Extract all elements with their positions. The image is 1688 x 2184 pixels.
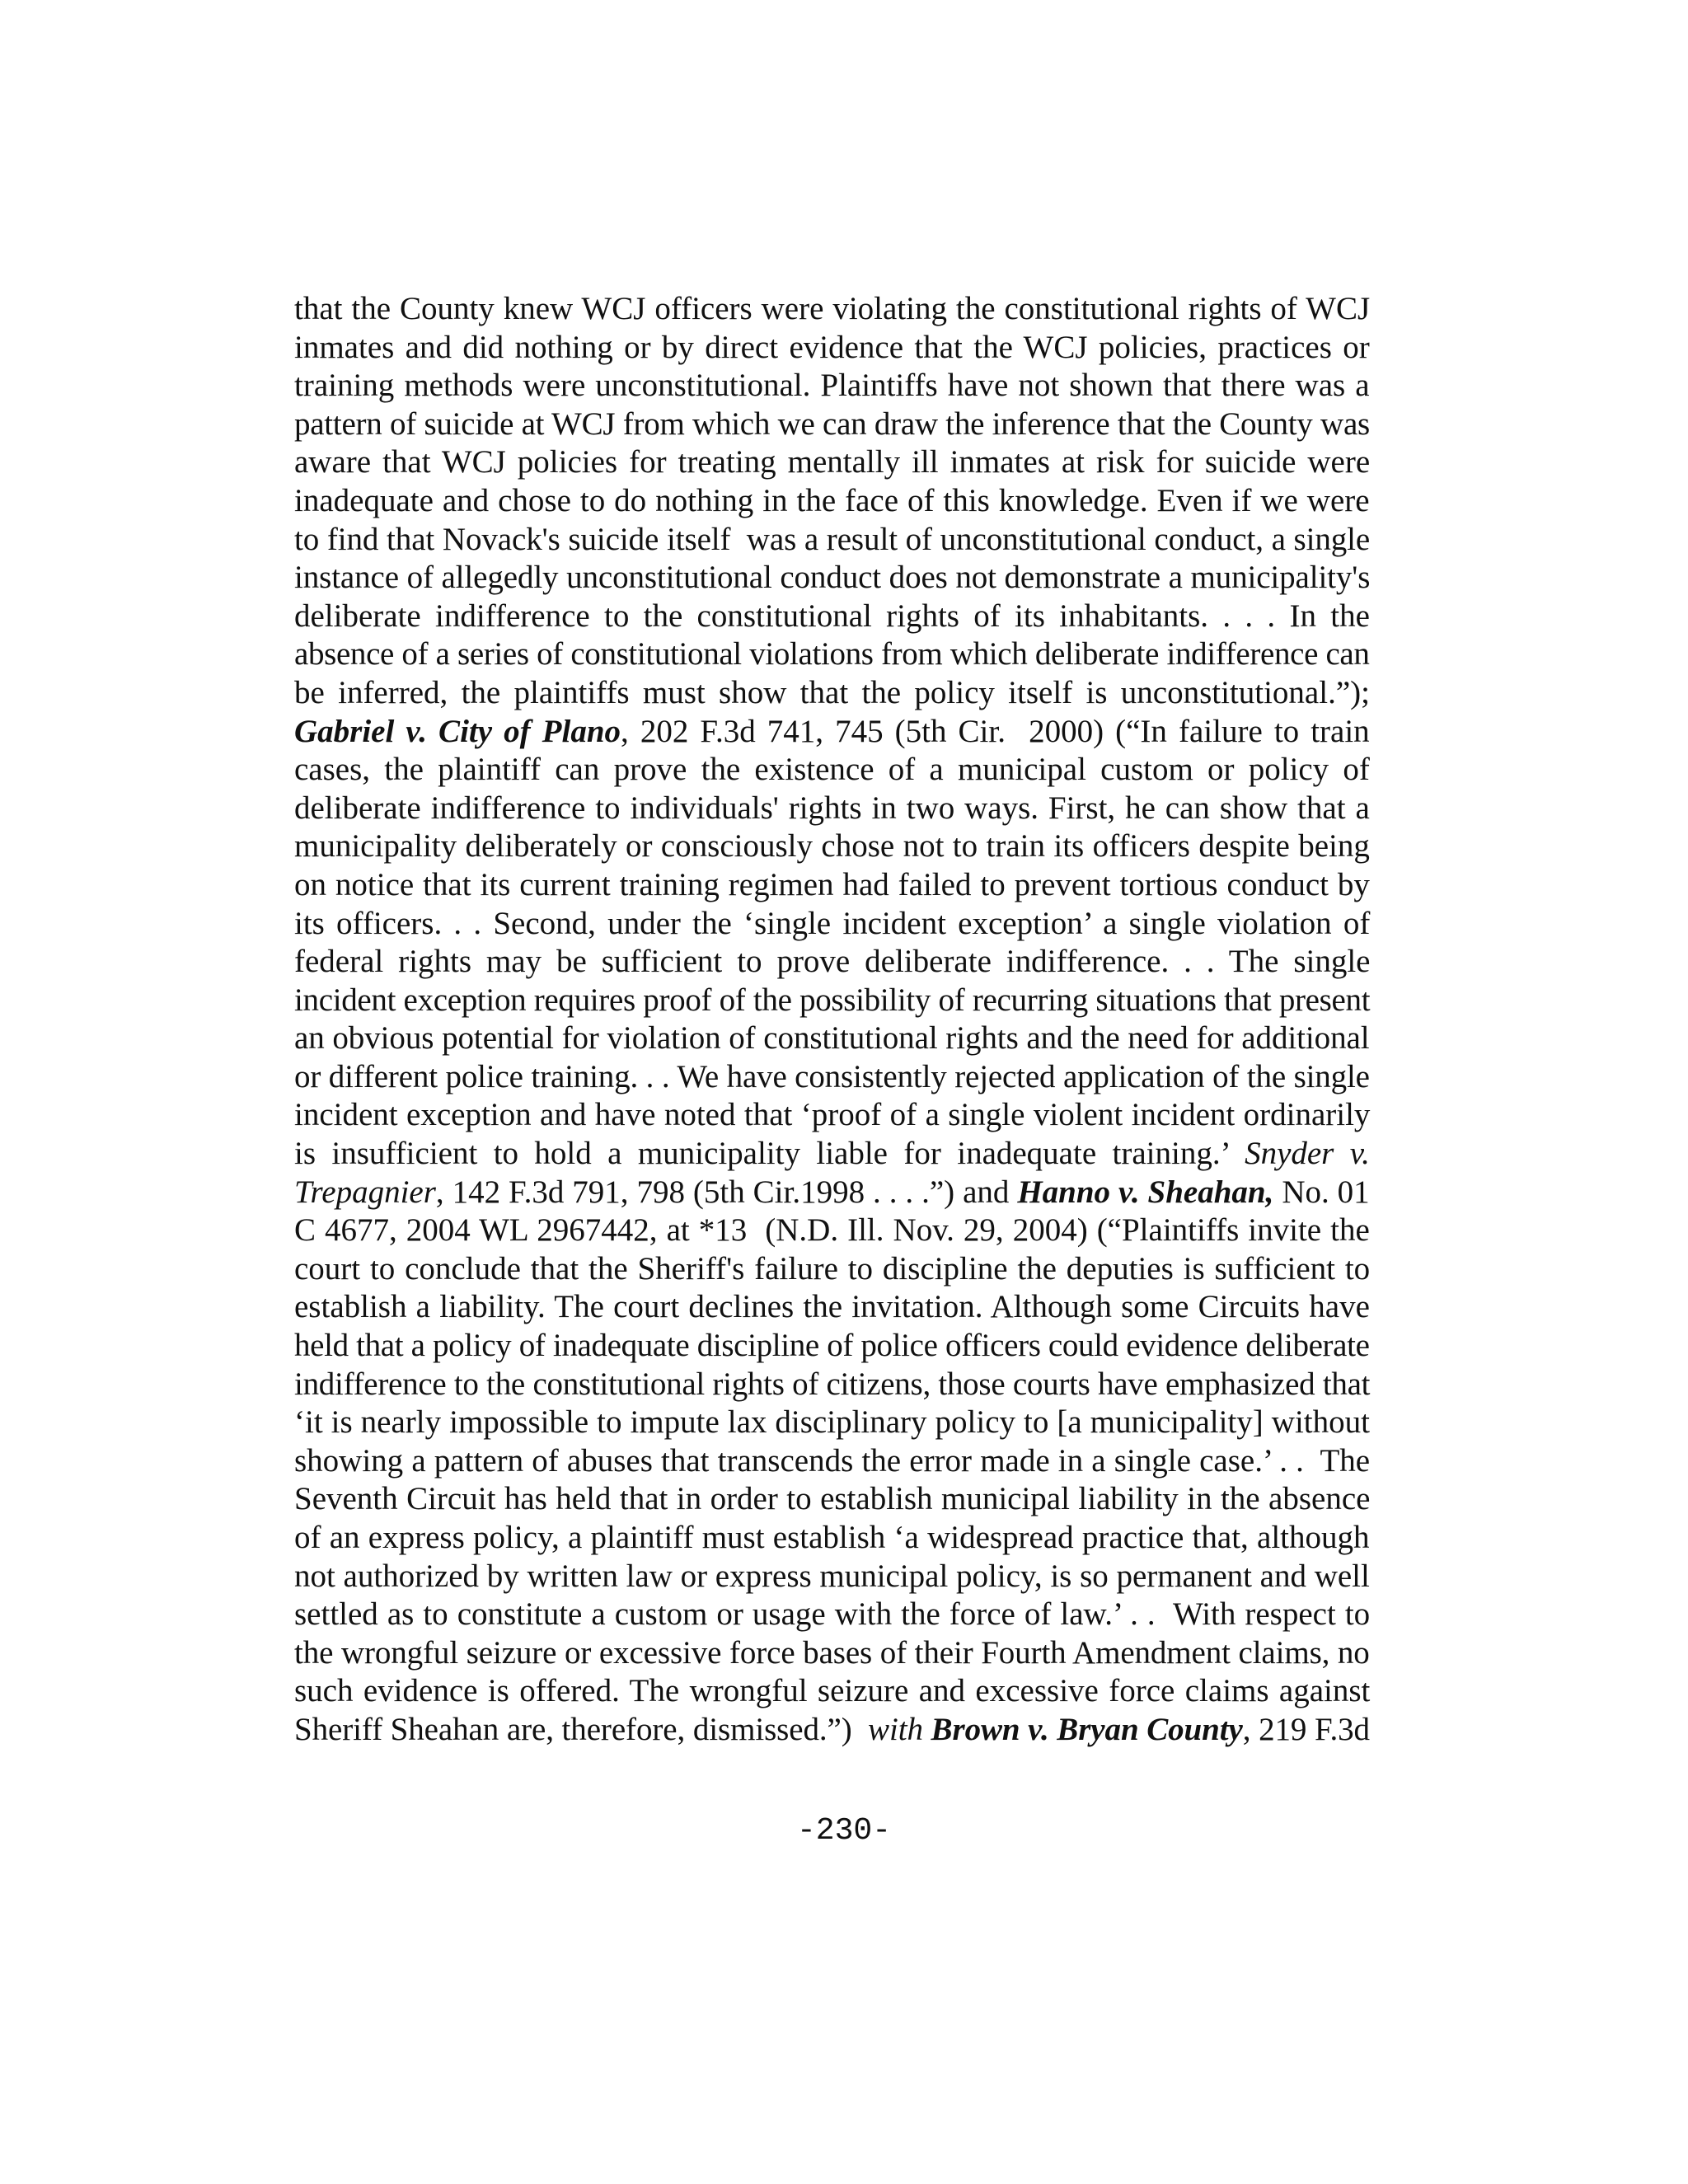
text-line <box>294 1250 1370 1289</box>
text-line <box>294 1442 1370 1481</box>
case-citation: Hanno v. Sheahan, <box>1017 1174 1274 1210</box>
text-line <box>294 482 1370 521</box>
text-run: municipality deliberately or consciously chose not to train its officers despite being <box>294 828 1370 865</box>
case-citation: Gabriel v. City of Plano <box>294 713 621 749</box>
text-line <box>294 751 1370 790</box>
text-run: incident exception and have noted that ‘proof of a single violent incident ordinarily <box>294 1097 1371 1133</box>
text-run: on notice that its current training regimen had failed to prevent tortious conduct by <box>294 866 1370 902</box>
text-run: an obvious potential for violation of constitutional rights and the need for additional <box>294 1020 1370 1057</box>
text-line <box>294 1519 1370 1558</box>
text-run: its officers. . . Second, under the ‘single incident exception’ a single violation of <box>294 905 1371 941</box>
text-run: Sheriff Sheahan are, therefore, dismissed.”) <box>294 1711 869 1747</box>
text-line <box>294 1096 1370 1135</box>
text-line <box>294 1634 1370 1673</box>
text-run: is insufficient to hold a municipality liable for inadequate training.’ <box>294 1136 1245 1172</box>
body-text <box>294 290 1370 1750</box>
text-run: ‘it is nearly impossible to impute lax disciplinary policy to [a municipality] without <box>294 1404 1370 1441</box>
text-line <box>294 1711 1370 1750</box>
text-line <box>294 713 1370 752</box>
text-line <box>294 1596 1370 1634</box>
text-run: pattern of suicide at WCJ from which we can draw the inference that the County was <box>294 405 1370 442</box>
case-citation: with <box>868 1711 923 1747</box>
text-line <box>294 1366 1370 1404</box>
text-line <box>294 329 1370 368</box>
page-number: -230- <box>796 1813 892 1849</box>
text-run: inadequate and chose to do nothing in the face of this knowledge. Even if we were <box>294 482 1370 518</box>
text-run: court to conclude that the Sheriff's failure to discipline the deputies is sufficient to <box>294 1250 1371 1286</box>
text-line <box>294 1135 1370 1174</box>
text-run: settled as to constitute a custom or usage with the force of law.’ . . With respect to <box>294 1596 1371 1633</box>
text-line <box>294 1288 1370 1327</box>
text-line <box>294 290 1370 329</box>
text-run: , 219 F.3d <box>1242 1711 1370 1747</box>
text-run: , 202 F.3d 741, 745 (5th Cir. 2000) (“In failure to train <box>621 713 1370 749</box>
text-run: absence of a series of constitutional violations from which deliberate indifference can <box>294 636 1370 673</box>
text-line <box>294 635 1370 674</box>
text-line <box>294 827 1370 866</box>
text-line <box>294 1212 1370 1250</box>
text-line <box>294 1558 1370 1596</box>
text-run: federal rights may be sufficient to prove deliberate indifference. . . The single <box>294 944 1371 980</box>
text-line <box>294 790 1370 828</box>
text-run: incident exception requires proof of the possibility of recurring situations that present <box>294 982 1371 1018</box>
text-line <box>294 1672 1370 1711</box>
text-run: No. 01 <box>1273 1174 1370 1210</box>
text-line <box>294 1480 1370 1519</box>
text-line <box>294 1404 1370 1442</box>
text-run: deliberate indifference to the constitutional rights of its inhabitants. . . . In the <box>294 598 1370 634</box>
text-run: of an express policy, a plaintiff must establish ‘a widespread practice that, although <box>294 1520 1370 1555</box>
text-run: indifference to the constitutional rights of citizens, those courts have emphasized that <box>294 1366 1371 1402</box>
text-run: Seventh Circuit has held that in order to establish municipal liability in the absence <box>294 1481 1371 1517</box>
text-line <box>294 866 1370 905</box>
text-run: cases, the plaintiff can prove the existence of a municipal custom or policy of <box>294 752 1370 788</box>
case-citation: Snyder v. <box>1245 1136 1370 1172</box>
text-run: aware that WCJ policies for treating mentally ill inmates at risk for suicide were <box>294 444 1371 480</box>
text-run: establish a liability. The court declines the invitation. Although some Circuits have <box>294 1289 1370 1325</box>
text-run: be inferred, the plaintiffs must show that the policy itself is unconstitutional.”); <box>294 674 1370 710</box>
text-run: such evidence is offered. The wrongful seizure and excessive force claims against <box>294 1673 1371 1709</box>
text-run: that the County knew WCJ officers were violating the constitutional rights of WCJ <box>294 291 1371 326</box>
text-line <box>294 443 1370 482</box>
text-line <box>294 674 1370 713</box>
case-citation: Trepagnier <box>294 1174 436 1210</box>
text-line <box>294 521 1370 560</box>
text-run: training methods were unconstitutional. Plaintiffs have not shown that there was a <box>294 368 1370 404</box>
text-run: C 4677, 2004 WL 2967442, at *13 (N.D. Ill. Nov. 29, 2004) (“Plaintiffs invite the <box>294 1212 1370 1249</box>
text-line <box>294 943 1370 982</box>
text-line <box>294 367 1370 405</box>
case-citation: Brown v. Bryan County <box>931 1711 1243 1747</box>
text-run: not authorized by written law or express municipal policy, is so permanent and well <box>294 1558 1370 1594</box>
text-line <box>294 1058 1370 1097</box>
text-run: showing a pattern of abuses that transcends the error made in a single case.’ . . The <box>294 1442 1371 1479</box>
text-line <box>294 1019 1370 1058</box>
text-line <box>294 905 1370 944</box>
text-run: , 142 F.3d 791, 798 (5th Cir.1998 . . . .”) and <box>435 1174 1018 1210</box>
text-run: deliberate indifference to individuals' rights in two ways. First, he can show that a <box>294 790 1370 826</box>
text-line <box>294 982 1370 1020</box>
text-run: to find that Novack's suicide itself was a result of unconstitutional conduct, a single <box>294 521 1371 557</box>
text-line <box>294 405 1370 444</box>
text-line <box>294 1327 1370 1366</box>
text-line <box>294 559 1370 598</box>
text-line <box>294 598 1370 636</box>
text-run: or different police training. . . We have consistently rejected application of the single <box>294 1058 1370 1094</box>
text-line <box>294 1174 1370 1212</box>
text-run: the wrongful seizure or excessive force bases of their Fourth Amendment claims, no <box>294 1634 1370 1671</box>
text-run: held that a policy of inadequate discipline of police officers could evidence deliberate <box>294 1328 1370 1364</box>
text-run: inmates and did nothing or by direct evidence that the WCJ policies, practices or <box>294 329 1370 365</box>
text-run: instance of allegedly unconstitutional conduct does not demonstrate a municipality's <box>294 560 1371 596</box>
text-run <box>923 1712 931 1747</box>
